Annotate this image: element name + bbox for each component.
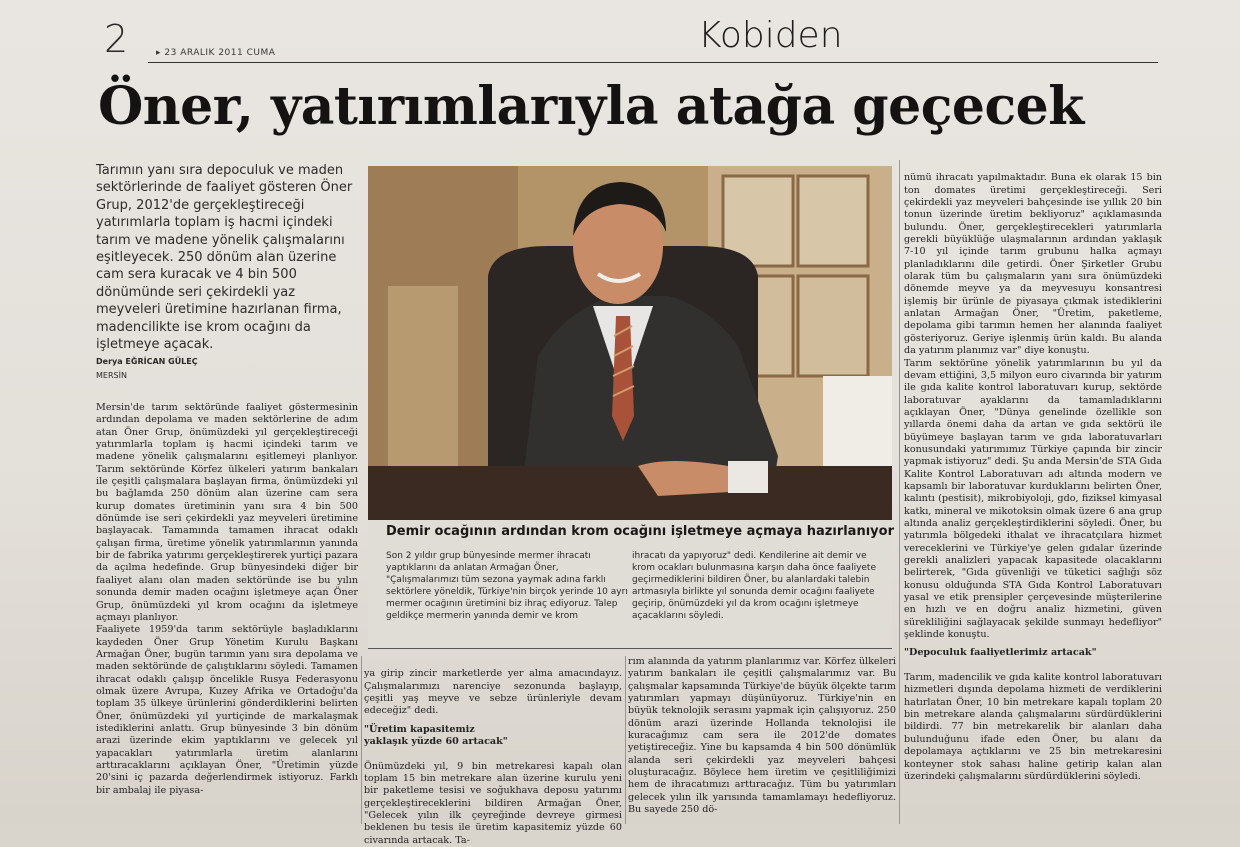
caption-column-left: Son 2 yıldır grup bünyesinde mermer ihracatı yaptıklarını da anlatan Armağan Öner, "Çalışmalarımızı tüm sezona yaymak adına farklı sektörlere yöneldik, Türkiye'nin birçok yerinde 10 ayrı mermer ocağının üretimini biz ihraç ediyoruz. Talep geldikçe mermerin yanında demir ve krom xyxy=(386,551,628,621)
article-column-4 xyxy=(904,160,1162,824)
column-divider xyxy=(361,656,362,824)
portrait-photo xyxy=(368,166,892,520)
subheading-warehousing: "Depoculuk faaliyetlerimiz artacak" xyxy=(904,647,1097,659)
section-name: Kobiden xyxy=(698,15,843,56)
column-4-text: nümü ihracatı yapılmaktadır. Buna ek olarak 15 bin ton domates üretimi gerçekleştireceği. Seri çekirdekli yaz meyveleri bahçesinde ise yıllık 20 bin tonun üzerinde üretim bekliyoruz" açıklamasında bulundu. Öner, gerçekleştirecekleri yatırımlarla gerekli büyüklüğe ulaşmalarının ardından yaklaşık 7-10 yıl içinde tarım grubunu halka açmayı planladıklarını dile getirdi. Öner Şirketler Grubu olarak tüm bu çalışmaların yanı sıra önümüzdeki dönemde meyve ya da meyvesuyu konsantresi işlemiş bir ürünle de piyasaya çıkmak istediklerini anlatan Armağan Öner, "Üretim, paketleme, depolama gibi tarımın hemen her alanında faaliyet gösteriyoruz. Geriye işlenmiş ürün kaldı. Bu alanda da yatırım planımız var" diye konuştu. Tarım sektörüne yönelik yatırımlarının bu yıl da devam ettiğini, 3,5 milyon euro civarında bir yatırım ile gıda kalite kontrol laboratuvarı kurup, sektörde laboratuvar ayaklarını da tamamladıklarını açıklayan Öner, "Dünya genelinde özellikle son yıllarda önemi daha da artan ve gıda sektörü ile büyümeye başlayan tarım ve gıda laboratuvarları konusundaki yatırımımız Türkiye çapında bir zincir yapmak istiyoruz" dedi. Şu anda Mersin'de STA Gıda Kalite Kontrol Laboratuvarı adı altında modern ve kapsamlı bir laboratuvar kurduklarını belirten Öner, kalıntı (pestisit), mikrobiyoloji, gdo, fiziksel kimyasal katkı, mineral ve mikotoksin olmak üzere 6 ana grup altında analiz gerçekleştirdiklerini söyledi. Öner, bu yatırımla bölgedeki ithalat ve ihracatçılara hizmet vereceklerini ve Türkiye'ye gelen gıdalar üzerinde gerekli analizleri yapacak kapasitede olacaklarını belirterek, "Gıda güvenliği ve tüketici sağlığı söz konusu olduğunda STA Gıda Kontrol Laboratuvarı yasal ve etik prensipler çerçevesinde müşterilerine en hızlı ve en doğru analiz hizmetini, güven sürekliliğini sağlayacak şekilde sunmayı hedefliyor" şeklinde konuştu. xyxy=(904,172,1162,641)
page-number: 2 xyxy=(104,17,129,61)
article-column-3: rım alanında da yatırım planlarımız var. Körfez ülkeleri yatırım bankaları ile çeşitli çalışmalarımız var. Bu çalışmalar kapsamında Türkiye'de büyük ölçekte tarım yatırımları yapmayı düşünüyoruz. Türkiye'nin en büyük teknolojik serasını yapmak için çalışıyoruz. 250 dönüm arazi üzerinde Hollanda teknolojisi ile kuracağımız cam sera ile 2012'de domates yetiştireceğiz. Yine bu kapsamda 4 bin 500 dönümlük alanda seri çekirdekli yaz meyveleri bahçesi oluşturacağız. Böylece hem üretim ve çeşitliliğimizi hem de ihracatımızı arttıracağız. Tüm bu yatırımları gelecek yılın ilk yarısında tamamlamayı hedefliyoruz. Bu sayede 250 dö- xyxy=(628,656,896,816)
column-divider xyxy=(625,656,626,824)
column-4-text-continued: Tarım, madencilik ve gıda kalite kontrol laboratuvarı hizmetleri dışında depolama hizmeti de verdiklerini hatırlatan Öner, 10 bin metrekare kapalı toplam 20 bin metrekare alanda çalışmalarını sürdürdüklerini bildirdi. 77 bin metrekarelik bir alanları daha bulunduğunu ifade eden Öner, bu alanı da depolamaya açtıklarını ve 25 bin metrekaresini konteyner stok sahası haline getirip kalan alan üzerindeki çalışmalarını sürdürdüklerini söyledi. xyxy=(904,672,1162,782)
column-2-text-continued: Önümüzdeki yıl, 9 bin metrekaresi kapalı olan toplam 15 bin metrekare alan üzerine kurulu yeni bir paketleme tesisi ve soğukhava deposu yatırımı gerçekleştireceklerini bildiren Armağan Öner, "Gelecek yılın ilk çeyreğinde devreye girmesi beklenen bu tesis ile üretim kapasitemiz yüzde 60 civarında artacak. Ta- xyxy=(364,760,622,846)
byline: Derya EĞRİCAN GÜLEÇ xyxy=(96,357,198,366)
photo-caption-box xyxy=(368,520,892,649)
caption-title: Demir ocağının ardından krom ocağını işletmeye açmaya hazırlanıyor xyxy=(386,524,894,539)
column-divider xyxy=(899,160,900,824)
issue-date: ▸ 23 ARALIK 2011 CUMA xyxy=(156,48,276,58)
subheading-capacity: "Üretim kapasitemiz yaklaşık yüzde 60 artacak" xyxy=(364,723,508,748)
headline: Öner, yatırımlarıyla atağa geçecek xyxy=(98,76,1084,137)
caption-column-right: ihracatı da yapıyoruz" dedi. Kendilerine ait demir ve krom ocakları bulunmasına karşın daha önce faaliyete geçirmediklerini bildiren Öner, bu alanlardaki talebin artmasıyla birlikte yıl sonunda demir ocağını faaliyete geçirip, önümüzdeki yıl da krom ocağını işletmeye açacaklarını söyledi. xyxy=(632,551,877,621)
article-column-1: Mersin'de tarım sektöründe faaliyet göstermesinin ardından depolama ve maden sektörlerine de adım atan Öner Grup, önümüzdeki yıl gerçekleştireceği yatırımlarla toplam iş hacmi içindeki tarım ve madene yönelik çalışmalarını eşitlemeyi planlıyor. Tarım sektöründe Körfez ülkeleri yatırım bankaları ile çeşitli çalışmalara başlayan firma, önümüzdeki yıl bu bağlamda 250 dönüm alan üzerine cam sera kurup domates üretiminin yanı sıra 4 bin 500 dönümde ise seri çekirdekli yaz meyveleri üretimine başlayacak. Tamamında tamamen ihracat odaklı çalışan firma, üretime yönelik yatırımlarının yanında bir de fabrika yatırımı gerçekleştirerek yurtiçi pazara da açılma hedefinde. Grup bünyesindeki diğer bir faaliyet alanı olan maden sektöründe ise bu yılın sonunda demir maden ocağını işletmeye açan Öner Grup, önümüzdeki yıl krom ocağını da işletmeye açmayı planlıyor. Faaliyete 1959'da tarım sektörüyle başladıklarını kaydeden Öner Grup Yönetim Kurulu Başkanı Armağan Öner, bugün tarımın yanı sıra depolama ve maden sektöründe de çalıştıklarını söyledi. Tamamen ihracat odaklı çalışıp öncelikle Rusya Federasyonu olmak üzere Avrupa, Kuzey Afrika ve Ortadoğu'da toplam 35 ülkeye ürünlerini gönderdiklerini belirten Öner, önümüzdeki yıl yurtiçinde de markalaşmak istediklerini anlattı. Grup bünyesinde 3 bin dönüm arazi üzerinde ekim yaptıklarını ve gelecek yıl yapacakları yatırımlarla üretim alanlarını arttıracaklarını açıklayan Öner, "Üretimin yüzde 20'sini iç pazarda değerlendirmek istiyoruz. Farklı bir ambalaj ile piyasa- xyxy=(96,402,358,796)
article-column-2 xyxy=(364,656,622,846)
lead-paragraph: Tarımın yanı sıra depoculuk ve maden sektörlerinde de faaliyet gösteren Öner Grup, 2012'de gerçekleştireceği yatırımlarla toplam iş hacmi içindeki tarım ve madene yönelik çalışmalarını eşitleyecek. 250 dönüm alan üzerine cam sera kuracak ve 4 bin 500 dönümünde seri çekirdekli yaz meyveleri üretimine hazırlanan firma, madencilikte ise krom ocağını da işletmeye açacak. xyxy=(96,163,353,353)
header-rule xyxy=(148,62,1158,63)
man-in-suit-illustration xyxy=(368,166,892,520)
dateline-location: MERSİN xyxy=(96,371,127,380)
column-2-text: ya girip zincir marketlerde yer alma amacındayız. Çalışmalarımızı narenciye sezonunda başlayıp, çeşitli yaş meyve ve sebze ürünleriyle devam edeceğiz" dedi. xyxy=(364,668,622,717)
